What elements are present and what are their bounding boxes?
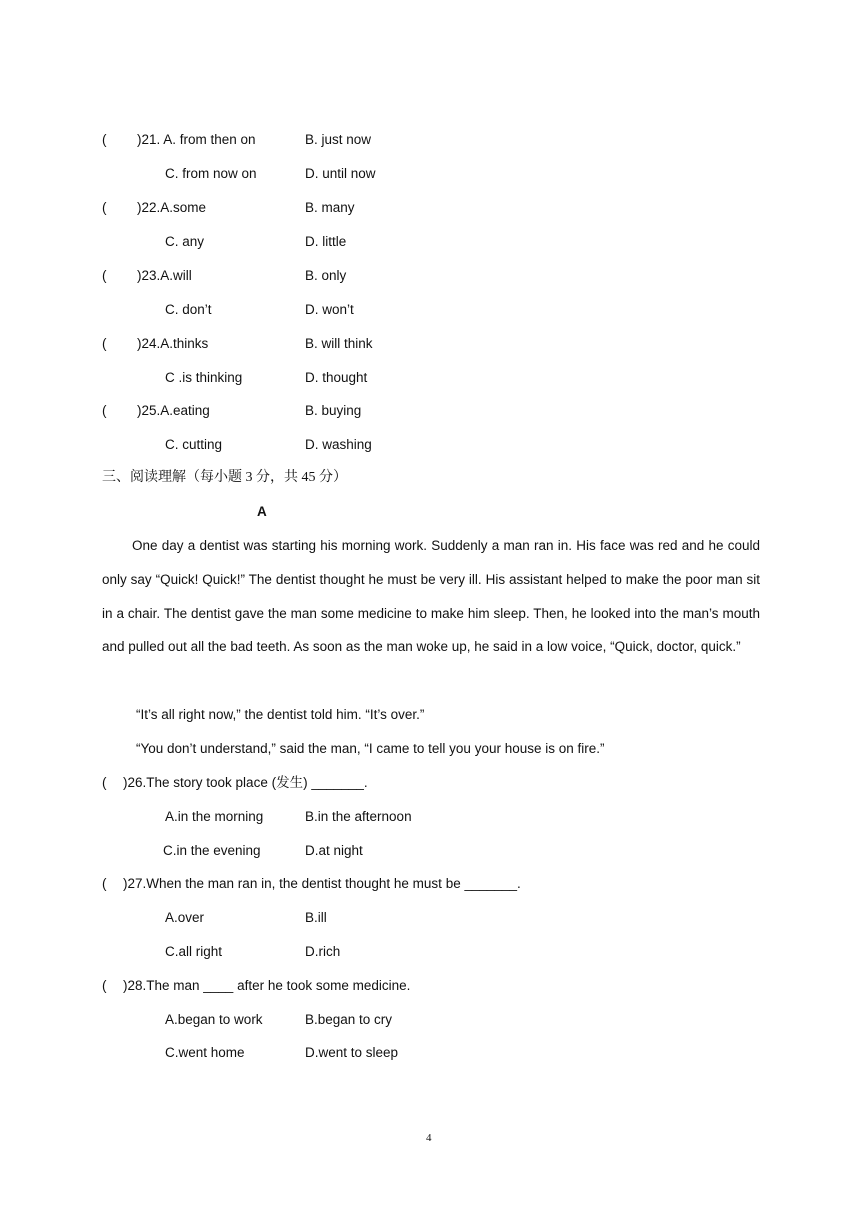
question-26-ab xyxy=(0,808,860,828)
answer-paren: ( xyxy=(102,132,107,147)
option-c: C.all right xyxy=(165,944,223,959)
question-28-ab xyxy=(0,1011,860,1031)
answer-paren: ( xyxy=(102,336,107,351)
question-option-a: )22.A.some xyxy=(137,200,207,215)
option-c: C. from now on xyxy=(165,166,257,181)
option-d: D. until now xyxy=(305,166,376,181)
option-d: D. won’t xyxy=(305,302,354,317)
section-heading: 三、阅读理解（每小题 3 分，共 45 分） xyxy=(102,470,347,485)
answer-paren: ( xyxy=(102,268,107,283)
cloze-question-21-cd xyxy=(0,165,860,185)
answer-paren: ( xyxy=(102,403,107,418)
passage-label: A xyxy=(257,504,267,519)
option-b: B. buying xyxy=(305,403,362,418)
option-d: D. little xyxy=(305,234,347,249)
question-27 xyxy=(0,875,860,895)
option-c: C. any xyxy=(165,234,205,249)
option-b: B. just now xyxy=(305,132,372,147)
question-stem: )26.The story took place (发生) _______. xyxy=(123,775,368,790)
cloze-question-22-cd xyxy=(0,233,860,253)
option-c: C.in the evening xyxy=(163,843,261,858)
question-stem: )28.The man ____ after he took some medicine. xyxy=(123,978,411,993)
option-c: C. cutting xyxy=(165,437,223,452)
question-option-a: )24.A.thinks xyxy=(137,336,209,351)
option-c: C.went home xyxy=(165,1045,245,1060)
option-d: D.rich xyxy=(305,944,341,959)
option-a: A.began to work xyxy=(165,1012,263,1027)
cloze-question-25 xyxy=(0,402,860,422)
answer-paren: ( xyxy=(102,876,107,891)
question-option-a: )25.A.eating xyxy=(137,403,210,418)
option-d: D. thought xyxy=(305,370,368,385)
cloze-question-22 xyxy=(0,199,860,219)
option-b: B. will think xyxy=(305,336,373,351)
option-b: B.in the afternoon xyxy=(305,809,412,824)
cloze-question-24-cd xyxy=(0,369,860,389)
cloze-question-23 xyxy=(0,267,860,287)
question-27-ab xyxy=(0,909,860,929)
page-number: 4 xyxy=(426,1132,432,1144)
question-26-cd xyxy=(0,842,860,862)
option-d: D.went to sleep xyxy=(305,1045,399,1060)
cloze-question-23-cd xyxy=(0,301,860,321)
question-28 xyxy=(0,977,860,997)
cloze-question-21 xyxy=(0,131,860,151)
option-c: C .is thinking xyxy=(165,370,243,385)
option-d: D. washing xyxy=(305,437,372,452)
answer-paren: ( xyxy=(102,200,107,215)
question-option-a: )23.A.will xyxy=(137,268,192,283)
cloze-question-25-cd xyxy=(0,436,860,456)
option-b: B. many xyxy=(305,200,355,215)
option-c: C. don’t xyxy=(165,302,212,317)
option-b: B. only xyxy=(305,268,347,283)
question-stem: )27.When the man ran in, the dentist thought he must be _______. xyxy=(123,876,521,891)
option-b: B.ill xyxy=(305,910,327,925)
option-a: A.in the morning xyxy=(165,809,264,824)
question-27-cd xyxy=(0,943,860,963)
answer-paren: ( xyxy=(102,978,107,993)
passage-quote-2: “You don’t understand,” said the man, “I came to tell you your house is on fire.” xyxy=(136,741,605,756)
option-a: A.over xyxy=(165,910,205,925)
cloze-question-24 xyxy=(0,335,860,355)
answer-paren: ( xyxy=(102,775,107,790)
question-28-cd xyxy=(0,1044,860,1064)
question-26 xyxy=(0,774,860,794)
question-option-a: )21. A. from then on xyxy=(137,132,256,147)
option-b: B.began to cry xyxy=(305,1012,393,1027)
reading-passage: One day a dentist was starting his morning work. Suddenly a man ran in. His face was red and he could only say “Quick! Quick!” The dentist thought he must be very ill. His assistant helped to make the poor man sit in a chair. The dentist gave the man some medicine to make him sleep. Then, he looked into the man’s mouth and pulled out all the bad teeth. As soon as the man woke up, he said in a low voice, “Quick, doctor, quick.” xyxy=(102,538,760,655)
passage-quote-1: “It’s all right now,” the dentist told him. “It’s over.” xyxy=(136,707,425,722)
option-d: D.at night xyxy=(305,843,363,858)
